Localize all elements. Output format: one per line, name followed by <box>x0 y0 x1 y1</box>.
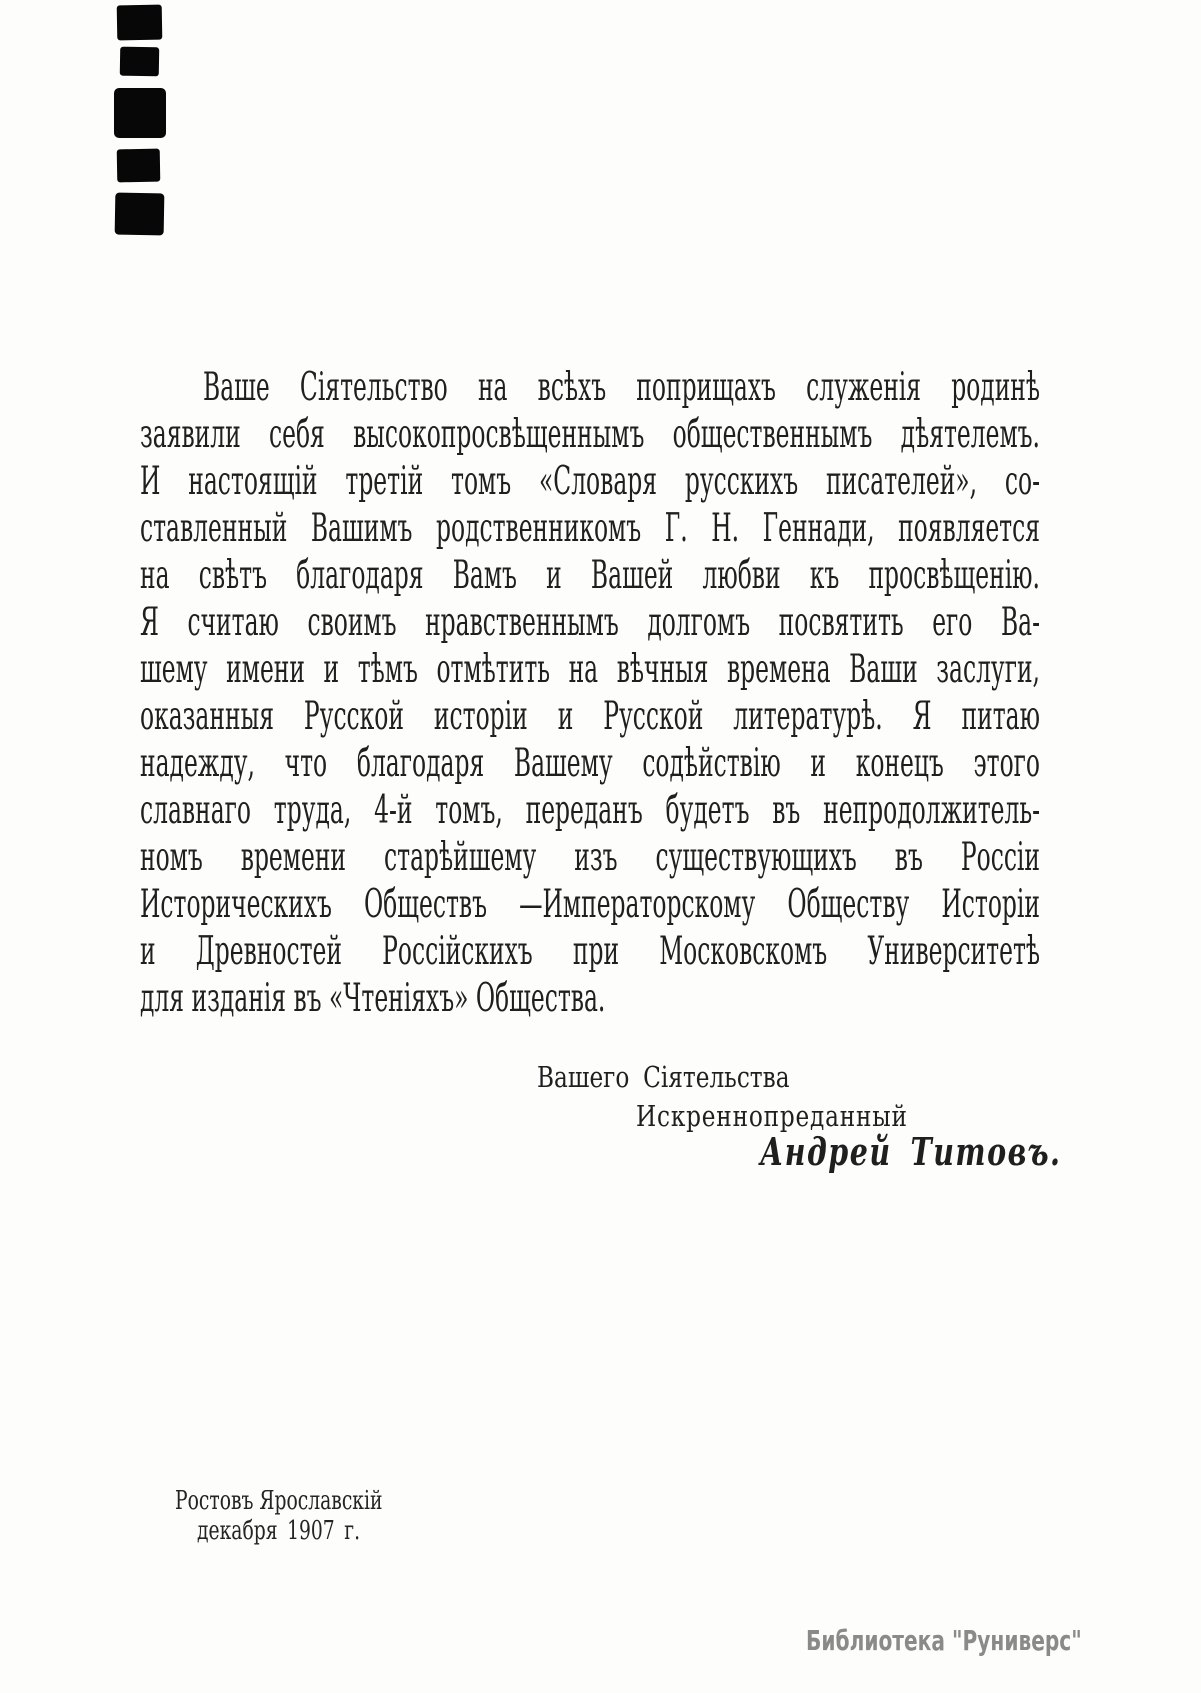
scan-artifact <box>115 193 165 236</box>
scan-artifact <box>120 47 160 77</box>
closing-devotion: Искреннопреданный <box>636 1099 908 1133</box>
letter-line: Историческихъ Обществъ —Императорскому Обществу Исторіи <box>140 882 1040 927</box>
letter-line: оказанныя Русской исторіи и Русской литературѣ. Я питаю <box>140 694 1040 739</box>
letter-line: и Древностей Россійскихъ при Московскомъ Университетѣ <box>140 929 1040 974</box>
letter-line: надежду, что благодаря Вашему содѣйствію и конецъ этого <box>140 741 1040 786</box>
author-signature: Андрей Титовъ. <box>760 1129 1062 1174</box>
letter-line: номъ времени старѣйшему изъ существующихъ въ Россіи <box>140 835 1040 880</box>
letter-line: шему имени и тѣмъ отмѣтить на вѣчныя времена Ваши заслуги, <box>140 647 1040 692</box>
scan-artifact <box>114 88 166 138</box>
letter-line: Ваше Сіятельство на всѣхъ поприщахъ служенія родинѣ <box>203 365 1040 410</box>
letter-line: славнаго труда, 4-й томъ, переданъ будетъ въ непродолжитель- <box>140 788 1040 833</box>
imprint-place: Ростовъ Ярославскій <box>175 1486 383 1516</box>
scan-artifact <box>117 5 163 41</box>
letter-line: заявили себя высокопросвѣщеннымъ общественнымъ дѣятелемъ. <box>140 412 1040 457</box>
library-watermark: Библиотека "Руниверс" <box>806 1624 1082 1657</box>
imprint-date: декабря 1907 г. <box>197 1516 361 1546</box>
closing-salutation: Вашего Сіятельства <box>537 1060 790 1094</box>
letter-line: на свѣтъ благодаря Вамъ и Вашей любви къ просвѣщенію. <box>140 553 1040 598</box>
letter-line: И настоящій третій томъ «Словаря русскихъ писателей», со- <box>140 459 1040 504</box>
letter-line: для изданія въ «Чтеніяхъ» Общества. <box>140 976 606 1021</box>
letter-line: Я считаю своимъ нравственнымъ долгомъ посвятить его Ва- <box>140 600 1040 645</box>
scan-artifact <box>117 149 161 183</box>
dedication-paragraph <box>140 364 1040 1022</box>
letter-line: ставленный Вашимъ родственникомъ Г. Н. Геннади, появляется <box>140 506 1040 551</box>
